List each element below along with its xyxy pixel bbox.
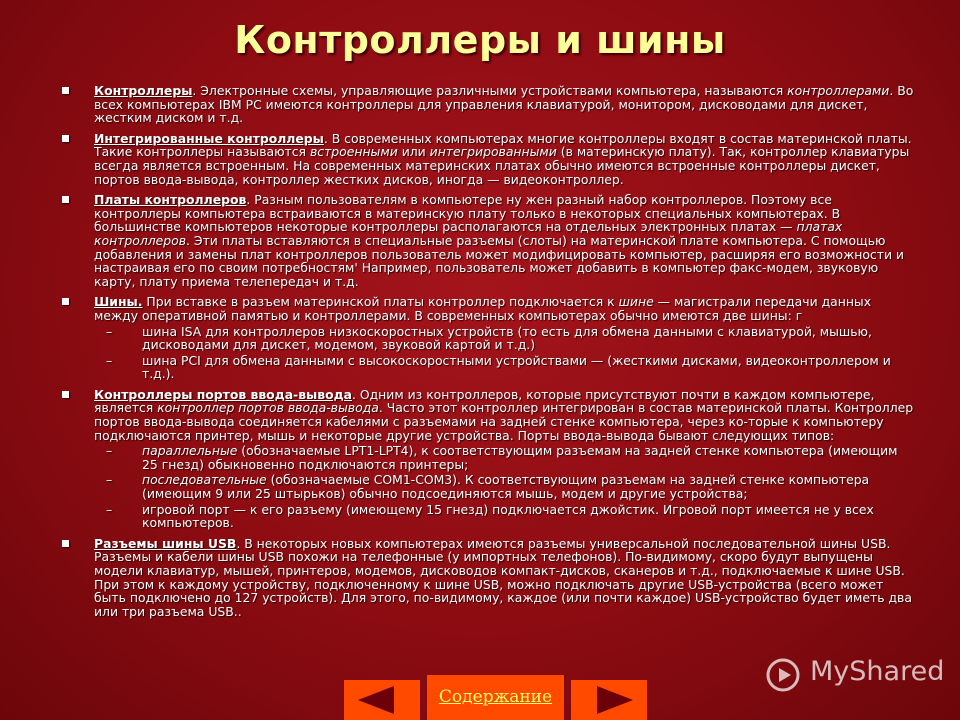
item-heading: Интегрированные контроллеры	[94, 130, 324, 146]
item-text: При вставке в разъем материнской платы контроллер подключается к	[142, 294, 619, 310]
sub-item-parallel	[94, 444, 916, 471]
arrow-left-icon	[344, 680, 420, 720]
item-heading: Платы контроллеров	[94, 192, 247, 208]
contents-button[interactable]: Содержание	[427, 675, 564, 720]
item-text: . Эти платы вставляются в специальные разъемы (слоты) на материнской плате компьютера. С помощью добавления и замены плат контроллеров пользователь может модифицировать компьютер, расширяя его возможности и настраивая его по своим потребностям' Например, пользователь может добавить в компьютер факс-модем, звуковую карту, плату приема телепередач и т.д.	[94, 232, 904, 289]
item-term: шине	[618, 294, 654, 310]
bullet-icon	[62, 391, 69, 398]
item-term: интегрированными	[429, 144, 557, 160]
sub-item-isa	[94, 325, 916, 352]
item-heading: Контроллеры	[94, 83, 193, 98]
bullet-icon	[62, 540, 69, 547]
bullet-item-buses	[58, 295, 916, 381]
item-text: . Электронные схемы, управляющие различными устройствами компьютера, называются	[192, 83, 788, 98]
watermark-text: MyShared	[810, 656, 945, 687]
sub-item-text: шина PCI для обмена данными с высокоскоростными устройствами — (жесткими дисками, видеоконтроллером и т.д.).	[142, 352, 891, 382]
item-text: — магистрали передачи данных между оперативной памятью и контроллерами. В современных компьютерах обычно имеются две шины: г	[94, 294, 872, 323]
sub-item-text: шина ISA для контроллеров низкоскоростных устройств (то есть для обмена данными с клавиатурой, мышью, дисководами для дискет, модемом, звуковой картой и т.д.)	[142, 323, 872, 353]
item-text: (в материнскую плату). Так, контроллер клавиатуры всегда является встроенным. На современных материнских платах обычно имеются встроенные контроллеры дискет, портов ввода-вывода, контроллер жестких дисков, иногда — видеоконтроллер.	[94, 144, 910, 187]
bullet-icon	[62, 87, 69, 94]
bullet-item-integrated	[58, 132, 916, 186]
sub-item-term: параллельные	[142, 443, 238, 459]
bullet-item-controllers	[58, 84, 916, 125]
item-term: встроенными	[309, 144, 398, 160]
item-text: . Часто этот контроллер интегрирован в состав материнской платы. Контроллер портов ввода-вывода соединяется кабелями с разъемами на задней стенке компьютера, через ко-торые к компьютеру подключаются принтер, мышь и некоторые другие устройства. Порты ввода-вывода бывают следующих типов:	[94, 400, 914, 443]
item-text: или	[397, 144, 430, 160]
sub-item-term: последовательные	[142, 472, 267, 488]
dash-marker: –	[106, 323, 113, 339]
item-text: . В современных компьютерах многие контроллеры входят в состав материнской платы. Такие контроллеры называются	[94, 130, 912, 160]
item-text: . Одним из контроллеров, которые присутствуют почти в каждом компьютере, является	[94, 386, 875, 416]
sub-item-pci	[94, 354, 916, 381]
sub-item-text: (обозначаемые COM1-COM3). К соответствующим разъемам на задней стенке компьютера (имеющим 9 или 25 штырьков) обычно подсоединяются мышь, модем и другие устройства;	[142, 472, 870, 502]
bullet-item-io-ports	[58, 388, 916, 530]
dash-marker: –	[106, 472, 113, 488]
dash-marker: –	[106, 443, 113, 459]
play-icon	[766, 658, 800, 692]
bullet-item-controller-boards	[58, 193, 916, 288]
watermark	[766, 654, 956, 694]
sub-item-text: игровой порт — к его разъему (имеющему 15 гнезд) подключается джойстик. Игровой порт имеется не у всех компьютеров.	[142, 501, 874, 531]
slide-title: Контроллеры и шины	[234, 18, 726, 62]
sub-item-serial	[94, 473, 916, 500]
next-slide-button[interactable]	[571, 680, 647, 720]
arrow-right-icon	[571, 680, 647, 720]
sub-item-game-port	[94, 503, 916, 530]
slide-content	[58, 84, 916, 625]
dash-marker: –	[106, 501, 113, 517]
item-text: . В некоторых новых компьютерах имеются разъемы универсальной последовательной шины USB. Разъемы и кабели шины USB похожи на телефонные (у импортных телефонов). По-видимому, скоро будут выпущены модели клавиатур, мышей, принтеров, модемов, дисководов компакт-дисков, сканеров и т.д., подключаемые к шине USB. При этом к каждому устройству, подключенному к шине USB, можно подключать другие USB-устройства (всего может быть подключено до 127 устройств). Для этого, по-видимому, каждое (или почти каждое) USB-устройство будет иметь два или три разъема USB..	[94, 535, 912, 619]
dash-marker: –	[106, 352, 113, 368]
item-term: контроллер портов ввода-вывода	[157, 400, 379, 416]
item-heading: Разъемы шины USB	[94, 535, 237, 551]
prev-slide-button[interactable]	[344, 680, 420, 720]
bullet-icon	[62, 196, 69, 203]
sub-item-text: (обозначаемые LPT1-LPT4), к соответствующим разъемам на задней стенке компьютера (имеющим 25 гнезд) обыкновенно подключаются принтеры;	[142, 443, 898, 472]
item-text: . Разным пользователям в компьютере ну жен разный набор контроллеров. Поэтому все контроллеры компьютера встраиваются в материнскую плату только в некоторых специальных компьютерах. В большинстве компьютеров некоторые контроллеры располагаются на отдельных электронных платах —	[94, 192, 841, 235]
item-heading: Шины.	[94, 294, 143, 310]
bullet-item-usb	[58, 537, 916, 619]
item-term: платах контроллеров	[94, 219, 843, 248]
item-term: контроллерами	[787, 83, 890, 98]
bullet-icon	[62, 298, 69, 305]
item-heading: Контроллеры портов ввода-вывода	[94, 386, 352, 402]
bullet-icon	[62, 135, 69, 142]
item-text: . Во всех компьютерах IBM PC имеются контроллеры для управления клавиатурой, монитором, дисководами для дискет, жестким диском и т.д.	[94, 83, 914, 126]
